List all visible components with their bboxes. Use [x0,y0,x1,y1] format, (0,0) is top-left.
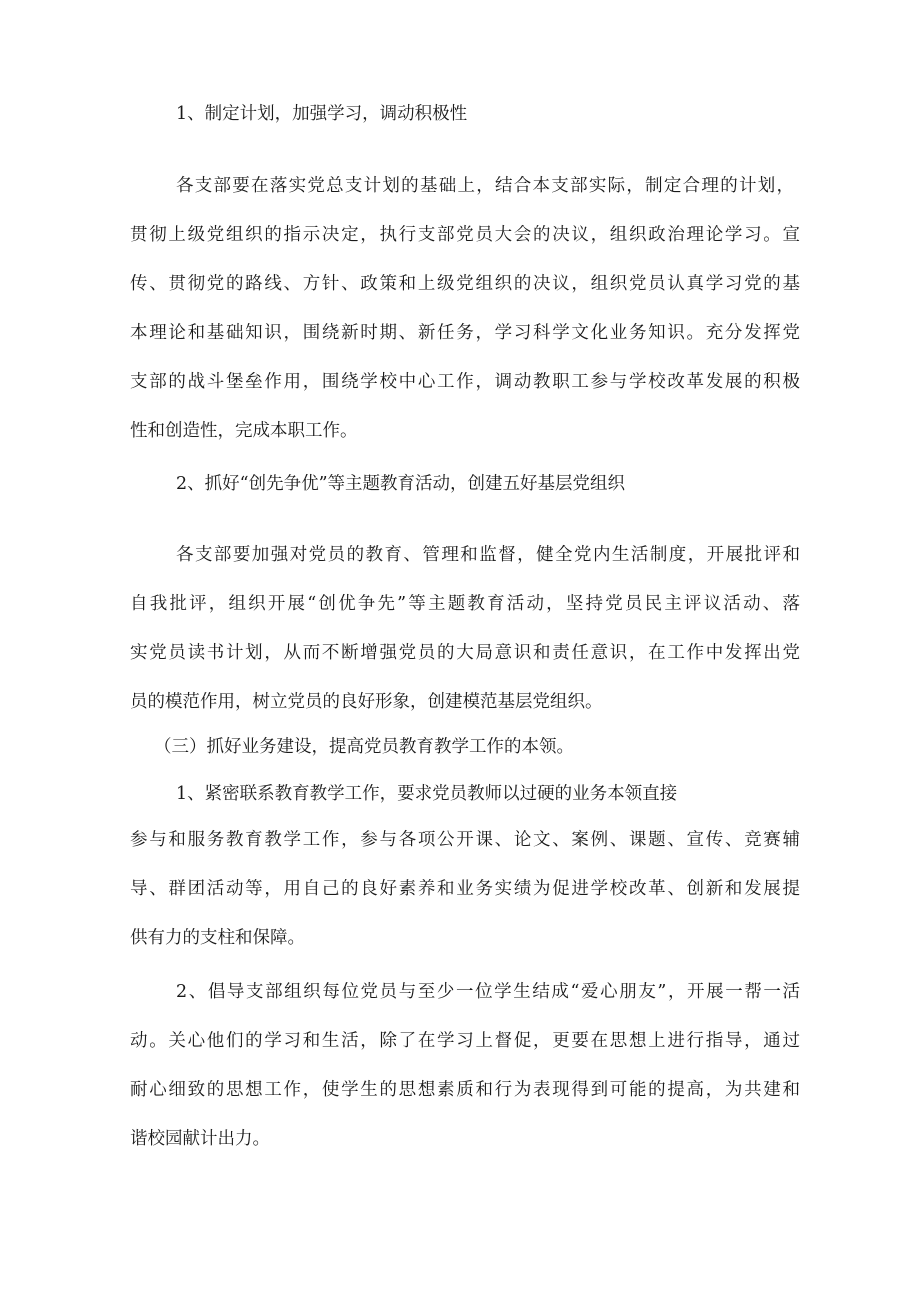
para-4-line-1 [0,975,920,1009]
para-3-line-4 [0,921,920,955]
para-1-text: 贯彻上级党组织的指示决定，执行支部党员大会的决议，组织政治理论学习。宣 [130,225,800,245]
section-3-line [0,730,920,764]
para-4-line-3 [0,1073,920,1107]
para-4-text: 耐心细致的思想工作，使学生的思想素质和行为表现得到可能的提高，为共建和 [130,1080,800,1100]
para-3-text: 参与和服务教育教学工作，参与各项公开课、论文、案例、课题、宣传、竞赛辅 [130,830,800,850]
para-2-text: 自我批评，组织开展“创优争先”等主题教育活动，坚持党员民主评议活动、落 [130,594,800,614]
para-4-text: 谐校园献计出力。 [130,1129,270,1149]
para-4-text: 2、倡导支部组织每位党员与至少一位学生结成“爱心朋友”，开展一帮一活 [176,982,800,1002]
heading-2: 2、抓好“创先争优”等主题教育活动，创建五好基层党组织 [176,474,626,494]
para-1-line-2 [0,218,920,252]
para-2-line-4 [0,685,920,719]
para-1-line-5 [0,365,920,399]
para-1-line-4 [0,316,920,350]
para-3-line-2 [0,823,920,857]
para-2-line-3 [0,636,920,670]
para-1-line-3 [0,267,920,301]
para-3-line-1 [0,777,920,811]
para-2-line-2 [0,587,920,621]
section-3-heading: （三）抓好业务建设，提高党员教育教学工作的本领。 [154,737,574,757]
para-4-line-2 [0,1024,920,1058]
para-2-text: 实党员读书计划，从而不断增强党员的大局意识和责任意识，在工作中发挥出党 [130,643,800,663]
para-3-line-3 [0,872,920,906]
para-3-text: 1、紧密联系教育教学工作，要求党员教师以过硬的业务本领直接 [176,784,678,804]
heading-1: 1、制定计划，加强学习，调动积极性 [176,104,468,124]
para-1-text: 本理论和基础知识，围绕新时期、新任务，学习科学文化业务知识。充分发挥党 [130,323,800,343]
heading-2-line [0,467,920,501]
heading-1-line [0,97,920,131]
para-1-text: 性和创造性，完成本职工作。 [130,421,358,441]
para-1-text: 各支部要在落实党总支计划的基础上，结合本支部实际，制定合理的计划， [176,176,794,196]
para-2-text: 各支部要加强对党员的教育、管理和监督，健全党内生活制度，开展批评和 [176,545,800,565]
para-1-text: 传、贯彻党的路线、方针、政策和上级党组织的决议，组织党员认真学习党的基 [130,274,800,294]
para-1-line-1 [0,169,920,203]
para-2-line-1 [0,538,920,572]
para-2-text: 员的模范作用，树立党员的良好形象，创建模范基层党组织。 [130,692,603,712]
para-4-line-4 [0,1122,920,1156]
para-3-text: 导、群团活动等，用自己的良好素养和业务实绩为促进学校改革、创新和发展提 [130,879,800,899]
para-1-text: 支部的战斗堡垒作用，围绕学校中心工作，调动教职工参与学校改革发展的积极 [130,372,800,392]
para-3-text: 供有力的支柱和保障。 [130,928,305,948]
para-4-text: 动。关心他们的学习和生活，除了在学习上督促，更要在思想上进行指导，通过 [130,1031,800,1051]
para-1-line-6 [0,414,920,448]
